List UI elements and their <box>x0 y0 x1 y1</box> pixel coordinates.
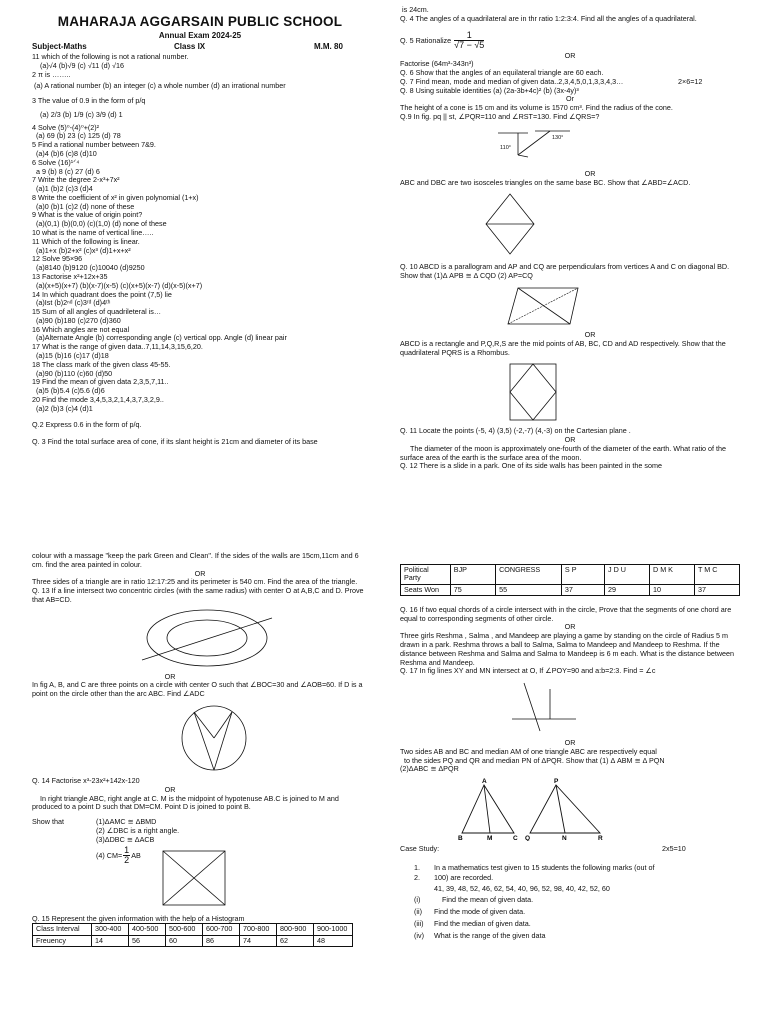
q8-identities: Q. 8 Using suitable identities (a) (2a-3b+4c)² (b) (3x-4y)³ <box>400 86 579 95</box>
q13-concentric: Q. 13 If a line intersect two concentric circles (with the same radius) with center O at A,B,C and D. Prove that AB=CD. <box>32 586 364 604</box>
q12-slide: Q. 12 There is a slide in a park. One of its side walls has been painted in the some <box>400 462 662 471</box>
q19-text: 19 Find the mean of given data 2,3,5,7,11.. <box>32 378 169 387</box>
wall-question: colour with a massage "keep the park Green and Clean". If the sides of the walls are 15cm,11cm and 6 cm. find the area painted in colour. <box>32 551 359 569</box>
show-that-block <box>32 818 368 844</box>
show-item-3: (3)ΔDBC ≅ ΔACB <box>96 834 155 844</box>
q9-options: (a)(0,1) (b)(0,0) (c)(1,0) (d) none of these <box>36 220 167 229</box>
table-cell: D M K <box>650 565 695 585</box>
secant-line <box>142 618 272 660</box>
rhombus <box>510 364 556 420</box>
subject: Subject-Maths <box>32 42 87 52</box>
show-item-4-suffix: AB <box>131 850 141 860</box>
table-header-cell: Political Party <box>401 565 451 585</box>
q7-row <box>400 78 740 87</box>
or-label: Or <box>566 94 574 104</box>
q4-text: 4 Solve (5)⁰-(4)⁰+(2)² <box>32 123 100 132</box>
label-q: Q <box>525 835 531 842</box>
q5-denominator: √7 − √5 <box>454 40 485 51</box>
show-that-items <box>96 818 179 844</box>
moon-question: The diameter of the moon is approximately one-fourth of the diameter of the earth. What ratio of the surface area of the earth is the surface area of the moon. <box>400 443 727 462</box>
q5-rationalize <box>400 30 740 52</box>
intersecting-lines-figure <box>400 679 740 735</box>
table-cell: BJP <box>450 565 495 585</box>
line-r <box>518 155 528 157</box>
page-top-right <box>400 6 740 471</box>
radius-oa <box>194 712 214 738</box>
median-line-1: Two sides AB and BC and median AM of one triangle ABC are respectively equal <box>400 747 657 756</box>
show-that-label: Show that <box>32 817 64 827</box>
max-marks: M.M. 80 <box>314 42 343 52</box>
q13-options: (a)(x+5)(x+7) (b)(x-7)(x-5) (c)(x+5)(x-7) (d)(x-5)(x+7) <box>36 281 203 290</box>
party-table <box>400 564 740 596</box>
or-label: OR <box>564 50 576 60</box>
q18-text: 18 The class mark of the given class 45-55. <box>32 360 171 369</box>
median-line-3: (2)ΔABC ≅ ΔPQR <box>400 765 459 774</box>
histogram-table <box>32 923 353 947</box>
subject-row <box>32 42 368 52</box>
label-n: N <box>562 835 567 842</box>
page-bottom-right <box>400 552 740 943</box>
table-cell: 62 <box>277 935 314 946</box>
table-cell: 700-800 <box>240 924 277 935</box>
q20-options: (a)2 (b)3 (c)4 (d)1 <box>36 404 93 413</box>
cone-question: The height of a cone is 15 cm and its volume is 1570 cm³. Find the radius of the cone. <box>400 104 673 113</box>
page-bottom-left <box>32 552 368 947</box>
q15-text: 15 Sum of all angles of quadrileteral is… <box>32 308 162 317</box>
case-study-marks: 2x5=10 <box>662 844 686 854</box>
q14-text: 14 In which quadrant does the point (7,5) lie <box>32 290 172 299</box>
q-2pi: 2 π is …….. <box>32 70 71 79</box>
kite-figure <box>400 190 740 260</box>
q12-options: (a)8140 (b)9120 (c)10040 (d)9250 <box>36 264 145 273</box>
q15-histogram: Q. 15 Represent the given information with the help of a Histogram <box>32 914 245 923</box>
list-item: (i) Find the mean of given data. <box>414 895 534 905</box>
class: Class IX <box>174 42 206 52</box>
label-c: C <box>513 835 518 842</box>
table-cell: 300-400 <box>92 924 129 935</box>
q14-factorise: Q. 14 Factorise x³-23x²+142x-120 <box>32 777 140 786</box>
table-cell: 900-1000 <box>314 924 353 935</box>
angle-130-label: 130° <box>552 134 564 141</box>
q10-parallelogram: Q. 10 ABCD is a parallogram and AP and CQ are perpendiculars from vertices A and C on diagonal BD. Show that (1)Δ APB ≅ Δ CQD (2) AP=CQ <box>400 262 730 281</box>
table-cell: 60 <box>166 935 203 946</box>
q3-options: (a) 2/3 (b) 1/9 (c) 3/9 (d) 1 <box>40 110 123 119</box>
diagonal-bd <box>518 288 570 324</box>
q17-lines: Q. 17 In fig lines XY and MN intersect at O, If ∠POY=90 and a:b=2:3. Find = ∠c <box>400 667 656 676</box>
or-label: OR <box>564 622 576 632</box>
rectangle-question: ABCD is a rectangle and P,Q,R,S are the mid points of AB, BC, CD and AD respectively. Show that the quadrilateral PQRS is a Rhombus. <box>400 338 726 357</box>
radius-oc <box>214 712 232 738</box>
factorise: Factorise (64m³-343n³) <box>400 60 474 69</box>
or-label: OR <box>564 435 576 445</box>
table-cell: CONGRESS <box>496 565 562 585</box>
q13-text: 13 Factorise x²+12x+35 <box>32 272 108 281</box>
q7-options: (a)1 (b)2 (c)3 (d)4 <box>36 185 93 194</box>
label-r: R <box>598 835 603 842</box>
triangle-ratio-question: Three sides of a triangle are in ratio 12:17:25 and its perimeter is 540 cm. Find the area of the triangle. <box>32 577 358 587</box>
isosceles-question: ABC and DBC are two isosceles triangles on the same base BC. Show that ∠ABD=∠ACD. <box>400 177 691 187</box>
show-item-1: (1)ΔAMC ≅ ΔBMD <box>96 817 157 827</box>
q7-text: 7 Write the degree 2-x³+7x² <box>32 176 120 185</box>
table-cell: 14 <box>92 935 129 946</box>
table-cell: J D U <box>605 565 650 585</box>
angle-110-label: 110° <box>500 144 511 151</box>
q-2pi-options: (a) A rational number (b) an integer (c) a whole number (d) an irrational number <box>34 82 286 91</box>
q9-text: 9 What is the value of origin point? <box>32 211 143 220</box>
case-study-label: Case Study: <box>400 844 440 854</box>
table-cell: 800-900 <box>277 924 314 935</box>
q9-figure <box>400 125 740 167</box>
q11b-text: 11 Which of the following is linear. <box>32 237 140 246</box>
girls-question: Three girls Reshma , Salma , and Mandeep are playing a game by standing on the circle of Radius 5 m drawn in a park. Reshma throws a ball to Salma, Salma to Mandeep and Mandeep to Reshma. If the distance between Reshma and Salma and Salma to Mandeep is 6 m each. What is the distance between Reshma and Mandeep. <box>400 631 735 667</box>
or-label: OR <box>584 168 596 178</box>
list-item: (iv) What is the range of the given data <box>414 930 546 940</box>
table-cell: 37 <box>561 584 604 595</box>
table-cell: 29 <box>605 584 650 595</box>
table-header-cell: Seats Won <box>401 584 451 595</box>
table-row <box>33 924 353 935</box>
triangle-abc <box>462 785 514 833</box>
q10-text: 10 what is the name of vertical line….. <box>32 229 154 238</box>
q7-marks: 2×6=12 <box>678 77 703 86</box>
q7-text: Q. 7 Find mean, mode and median of given data..2,3,4,5,0,1,3,3,4,3… <box>400 77 624 86</box>
right-triangle-question: In right triangle ABC, right angle at C. M is the midpoint of hypotenuse AB.C is joined to M and produced to a point D such that DM=CM. Point D is joined to point B. <box>32 793 339 812</box>
concentric-circles-figure <box>32 608 368 670</box>
q16-text: 16 Which angles are not equal <box>32 325 130 334</box>
q15-options: (a)90 (b)180 (c)270 (d)360 <box>36 316 121 325</box>
q6-equilateral: Q. 6 Show that the angles of an equilateral triangle are 60 each. <box>400 69 604 78</box>
q5-options: (a)4 (b)6 (c)8 (d)10 <box>36 150 97 158</box>
case-study-list <box>400 864 740 940</box>
case-study-row <box>400 845 740 854</box>
table-cell: 86 <box>203 935 240 946</box>
chord-ad <box>194 712 214 770</box>
rhombus-figure <box>400 360 740 424</box>
or-label: OR <box>164 671 176 681</box>
q6-options: a 9 (b) 8 (c) 27 (d) 6 <box>36 167 100 176</box>
label-p: P <box>554 778 559 786</box>
chord-cd <box>214 712 232 770</box>
table-cell: 56 <box>129 935 166 946</box>
q17-text: 17 What is the range of given data..7,11,14,3,15,6,20. <box>32 343 203 352</box>
line-rs <box>518 131 550 155</box>
table-cell: 74 <box>240 935 277 946</box>
table-cell: 75 <box>450 584 495 595</box>
median-pn <box>556 785 565 833</box>
show-item-4 <box>96 845 141 867</box>
q8-options: (a)0 (b)1 (c)2 (d) none of these <box>36 202 135 211</box>
q20-text: 20 Find the mode 3,4,5,3,2,1,4,3,7,3,2,9.. <box>32 395 164 404</box>
list-item: (ii) Find the mode of given data. <box>414 907 526 917</box>
triangle-pqr <box>530 785 600 833</box>
q11-text: 11 which of the following is not a rational number. <box>32 52 189 61</box>
table-header-cell: Freuency <box>33 935 92 946</box>
list-item: 41, 39, 48, 52, 46, 62, 54, 40, 96, 52, 98, 40, 42, 52, 60 <box>434 883 610 893</box>
or-label: OR <box>194 568 206 578</box>
q5-numerator: 1 <box>454 31 484 41</box>
diag-ac <box>508 288 578 324</box>
table-cell: S P <box>561 565 604 585</box>
half-denominator: 2 <box>124 855 130 866</box>
table-header-cell: Class Interval <box>33 924 92 935</box>
b-line1: is 24cm. <box>402 6 429 14</box>
school-name: MAHARAJA AGGARSAIN PUBLIC SCHOOL <box>57 14 343 29</box>
show-item-2: (2) ∠DBC is a right angle. <box>96 825 180 835</box>
or-label: OR <box>584 329 596 339</box>
table-cell: 400-500 <box>129 924 166 935</box>
or-label: OR <box>564 738 576 748</box>
list-item: 1. In a mathematics test given to 15 students the following marks (out of <box>414 863 655 872</box>
parallelogram-figure <box>400 284 740 328</box>
table-cell: 10 <box>650 584 695 595</box>
half-fraction <box>123 846 130 866</box>
two-triangles-figure <box>400 777 740 841</box>
q5-fraction <box>454 31 484 51</box>
rectangle <box>510 364 556 420</box>
q5-text: Q. 5 Rationalize <box>400 35 452 45</box>
exam-title: Annual Exam 2024-25 <box>158 31 242 41</box>
circle-angle-question: In fig A, B, and C are three points on a circle with center O such that ∠BOC=30 and ∠AOB=60. If D is a point on the circle other than the arc ABC. Find ∠ADC <box>32 680 363 699</box>
table-row <box>401 584 740 595</box>
table-cell: T M C <box>694 565 739 585</box>
q16-options: (a)Alternate Angle (b) corresponding angle (c) vertical opp. Angle (d) linear pair <box>36 334 287 343</box>
q12-text: 12 Solve 95×96 <box>32 255 83 264</box>
q11-options: (a)√4 (b)√9 (c) √11 (d) √16 <box>40 61 124 70</box>
line-mn <box>524 683 540 731</box>
list-item: 2. 100) are recorded. <box>414 872 494 882</box>
table-cell: 55 <box>496 584 562 595</box>
table-row <box>401 565 740 585</box>
q14-options: (a)Ist (b)2ⁿᵈ (c)3ʳᵈ (d)4ᵗʰ <box>36 299 111 308</box>
or-label: OR <box>164 784 176 794</box>
label-m: M <box>487 835 493 842</box>
label-b: B <box>458 835 463 842</box>
q8-text: 8 Write the coefficient of x² in given polynomial (1+x) <box>32 193 199 202</box>
show-item-4-prefix: (4) CM= <box>96 850 123 860</box>
right-triangle-figure <box>155 845 235 909</box>
q3-text: 3 The value of 0.9 in the form of p/q <box>32 97 146 106</box>
show-item-4-row <box>32 845 368 909</box>
table-cell: 600-700 <box>203 924 240 935</box>
inner-circle <box>167 620 247 656</box>
label-a: A <box>482 778 487 786</box>
table-cell: 48 <box>314 935 353 946</box>
list-item: (iii) Find the median of given data. <box>414 918 531 928</box>
q5-text: 5 Find a rational number between 7&9. <box>32 141 156 150</box>
q19-options: (a)5 (b)5.4 (c)5.6 (d)6 <box>36 387 105 396</box>
table-cell: 37 <box>694 584 739 595</box>
median-line-2: to the sides PQ and QR and median PN of ΔPQR. Show that (1) Δ ABM ≅ Δ PQN <box>404 756 665 765</box>
outer-circle <box>147 610 267 666</box>
q4-quadrilateral: Q. 4 The angles of a quadrilateral are in thr ratio 1:2:3:4. Find all the angles of a quadrilateral. <box>400 13 697 23</box>
page-top-left <box>32 14 368 447</box>
qB2-text: Q.2 Express 0.6 in the form of p/q. <box>32 421 142 430</box>
table-row <box>33 935 353 946</box>
q4-options: (a) 69 (b) 23 (c) 125 (d) 78 <box>36 132 121 141</box>
half-numerator: 1 <box>124 844 130 855</box>
q16-chords: Q. 16 If two equal chords of a circle intersect with in the circle, Prove that the segments of one chord are equal to corresponding segments of other circle. <box>400 604 732 623</box>
circle-angle-figure <box>32 702 368 774</box>
q17-options: (a)15 (b)16 (c)17 (d)18 <box>36 351 109 360</box>
q6-text: 6 Solve (16)¹ᐟ⁴ <box>32 158 80 167</box>
median-am <box>484 785 490 833</box>
table-cell: 500-600 <box>166 924 203 935</box>
q11b-options: (a)1+x (b)2+x² (c)x³ (d)1+x+x² <box>36 246 131 255</box>
qB3-text: Q. 3 Find the total surface area of cone, if its slant height is 21cm and diameter of its base <box>32 438 318 447</box>
q11-cartesian: Q. 11 Locate the points (-5, 4) (3,5) (-2,-7) (4,-3) on the Cartesian plane . <box>400 427 631 436</box>
q9-text: Q.9 In fig. pq || st, ∠PQR=110 and ∠RST=130. Find ∠QRS=? <box>400 113 600 122</box>
q18-options: (a)90 (b)110 (c)60 (d)50 <box>36 369 113 378</box>
